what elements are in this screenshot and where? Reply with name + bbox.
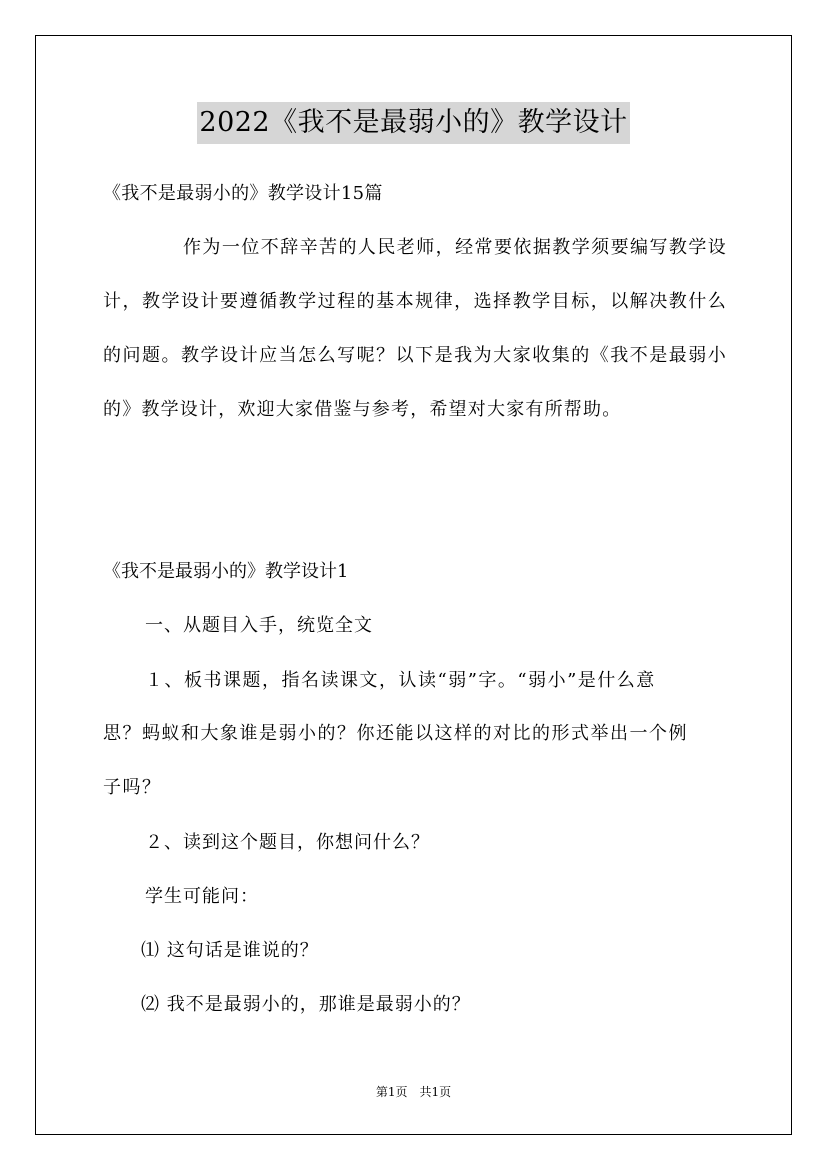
intro-paragraph: 作为一位不辞辛苦的人民老师，经常要依据教学须要编写教学设计，教学设计要遵循教学过程的基本规律，选择教学目标，以解决教什么的问题。教学设计应当怎么写呢？以下是我为大家收集的《我不是最弱小的》教学设计，欢迎大家借鉴与参考，希望对大家有所帮助。 (103, 237, 727, 420)
item-1-line-1: １、板书课题，指名读课文，认读“弱”字。“弱小”是什么意 (145, 670, 656, 691)
student-may-ask: 学生可能问： (145, 886, 259, 907)
document-title: 2022《我不是最弱小的》教学设计 (197, 102, 629, 144)
question-1: ⑴ 这句话是谁说的？ (141, 940, 319, 961)
section-heading: 《我不是最弱小的》教学设计1 (103, 561, 349, 582)
item-2: ２、读到这个题目，你想问什么？ (145, 832, 430, 853)
page-footer: 第1页 共1页 (375, 1085, 452, 1099)
document-subtitle: 《我不是最弱小的》教学设计15篇 (103, 183, 383, 204)
item-1-line-2: 思？蚂蚁和大象谁是弱小的？你还能以这样的对比的形式举出一个例 (103, 723, 688, 744)
step-one-heading: 一、从题目入手，统览全文 (145, 615, 373, 636)
question-2: ⑵ 我不是最弱小的，那谁是最弱小的？ (141, 994, 471, 1015)
title-container (0, 102, 827, 144)
item-1-line-3: 子吗？ (103, 777, 162, 798)
